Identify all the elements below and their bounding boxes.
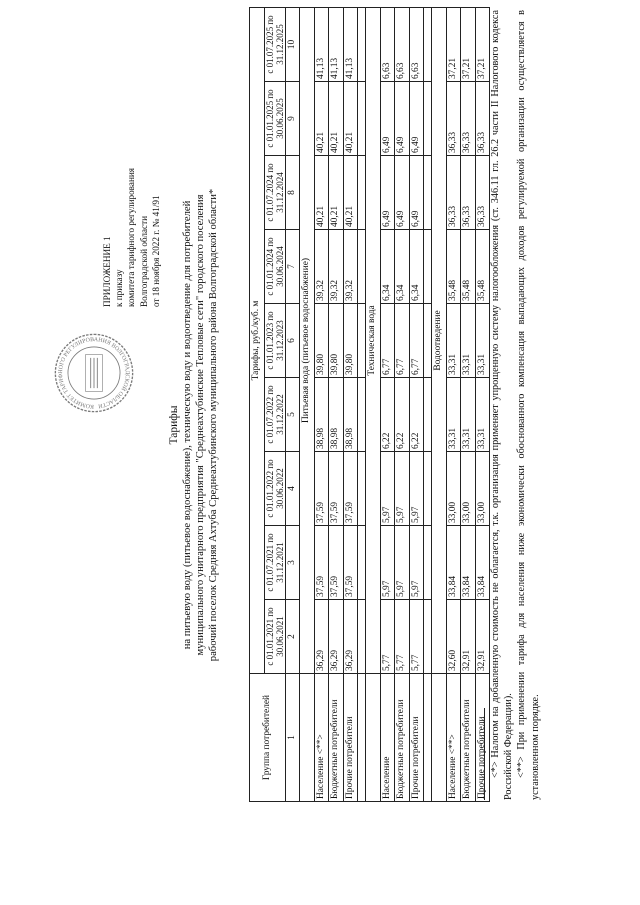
unit-header: Тарифы, руб./куб. м	[250, 8, 265, 674]
tariff-value: 38,98	[343, 378, 358, 452]
tariff-value: 36,33	[475, 156, 490, 230]
section-title: Техническая вода	[366, 8, 381, 674]
spacer-cell	[358, 452, 366, 526]
spacer-cell	[358, 156, 366, 230]
tariff-value: 5,77	[380, 600, 395, 674]
tariff-value: 40,21	[329, 156, 344, 230]
spacer-cell	[424, 304, 432, 378]
section-spacer-cell	[300, 674, 315, 802]
tariff-value: 5,97	[409, 452, 424, 526]
tariff-value: 38,98	[329, 378, 344, 452]
tariff-value: 6,22	[409, 378, 424, 452]
table-row	[446, 8, 461, 802]
column-number: 10	[285, 8, 300, 82]
spacer-cell	[424, 8, 432, 82]
tariff-value: 6,77	[395, 304, 410, 378]
column-number: 2	[285, 600, 300, 674]
appendix-block	[101, 77, 162, 307]
spacer-cell	[424, 674, 432, 802]
document-title: Тарифы	[168, 405, 180, 445]
tariff-value: 33,84	[446, 526, 461, 600]
table-row	[475, 8, 490, 802]
tariff-value: 36,33	[446, 82, 461, 156]
tariff-value: 39,32	[314, 230, 329, 304]
period-header: с 01.01.2024 по 30.06.2024	[264, 230, 285, 304]
tariff-value: 39,32	[343, 230, 358, 304]
spacer-cell	[424, 526, 432, 600]
tariff-value: 40,21	[314, 156, 329, 230]
tariff-value: 33,00	[461, 452, 476, 526]
tariff-value: 37,21	[475, 8, 490, 82]
section-row	[366, 8, 381, 802]
tariff-value: 33,31	[446, 304, 461, 378]
tariff-value: 40,21	[343, 156, 358, 230]
tariff-table	[249, 7, 490, 802]
table-row	[314, 8, 329, 802]
column-number: 8	[285, 156, 300, 230]
tariff-value: 6,34	[409, 230, 424, 304]
tariff-value: 39,80	[343, 304, 358, 378]
tariff-value: 6,77	[409, 304, 424, 378]
tariff-value: 6,49	[380, 82, 395, 156]
tariff-value: 33,84	[461, 526, 476, 600]
tariff-value: 5,97	[380, 452, 395, 526]
tariff-value: 33,31	[475, 378, 490, 452]
table-row	[395, 8, 410, 802]
appendix-line: ПРИЛОЖЕНИЕ 1	[102, 236, 112, 307]
tariff-value: 39,80	[314, 304, 329, 378]
document-heading	[168, 65, 220, 785]
document-subtitle-line: рабочий поселок Средняя Ахтуба Среднеахтубинского муниципального района Волгоградской области*	[208, 188, 219, 662]
tariff-value: 35,48	[475, 230, 490, 304]
tariff-value: 32,91	[475, 600, 490, 674]
consumer-group: Прочие потребители	[409, 674, 424, 802]
tariff-value: 40,21	[343, 82, 358, 156]
tariff-value: 41,13	[314, 8, 329, 82]
spacer-cell	[358, 304, 366, 378]
table-row	[329, 8, 344, 802]
spacer-cell	[358, 600, 366, 674]
tariff-value: 32,91	[461, 600, 476, 674]
tariff-value: 6,49	[395, 156, 410, 230]
tariff-value: 36,29	[314, 600, 329, 674]
period-header: с 01.01.2021 по 30.06.2021	[264, 600, 285, 674]
tariff-value: 6,49	[409, 156, 424, 230]
tariff-value: 39,80	[329, 304, 344, 378]
column-number: 3	[285, 526, 300, 600]
tariff-value: 5,97	[409, 526, 424, 600]
tariff-value: 6,22	[395, 378, 410, 452]
section-title: Питьевая вода (питьевое водоснабжение)	[300, 8, 315, 674]
document-subtitle-line: на питьевую воду (питьевое водоснабжение), техническую воду и водоотведение для потребителей	[182, 200, 193, 650]
tariff-value: 36,33	[446, 156, 461, 230]
consumer-group: Бюджетные потребители	[329, 674, 344, 802]
tariff-value: 5,77	[395, 600, 410, 674]
official-seal-stamp	[52, 331, 136, 415]
tariff-value: 33,31	[461, 378, 476, 452]
consumer-group: Прочие потребители	[343, 674, 358, 802]
tariff-value: 6,63	[395, 8, 410, 82]
tariff-value: 6,49	[395, 82, 410, 156]
appendix-line: комитета тарифного регулирования	[126, 167, 137, 307]
section-spacer-cell	[366, 674, 381, 802]
tariff-value: 40,21	[314, 82, 329, 156]
tariff-value: 36,33	[461, 82, 476, 156]
consumer-group: Население <**>	[446, 674, 461, 802]
period-header: с 01.07.2022 по 31.12.2022	[264, 378, 285, 452]
tariff-value: 37,59	[343, 452, 358, 526]
consumer-group: Население <**>	[314, 674, 329, 802]
consumer-group: Бюджетные потребители	[395, 674, 410, 802]
tariff-value: 33,00	[446, 452, 461, 526]
spacer-cell	[358, 378, 366, 452]
section-row	[432, 8, 447, 802]
tariff-value: 37,21	[461, 8, 476, 82]
tariff-value: 37,59	[314, 452, 329, 526]
spacer-cell	[358, 674, 366, 802]
tariff-value: 6,49	[409, 82, 424, 156]
column-number-row	[285, 8, 300, 802]
column-number: 4	[285, 452, 300, 526]
tariff-value: 5,97	[395, 526, 410, 600]
tariff-value: 37,59	[314, 526, 329, 600]
section-spacer-cell	[432, 674, 447, 802]
tariff-value: 36,29	[329, 600, 344, 674]
period-header: с 01.01.2022 по 30.06.2022	[264, 452, 285, 526]
spacer-cell	[358, 82, 366, 156]
tariff-value: 35,48	[461, 230, 476, 304]
column-number: 6	[285, 304, 300, 378]
section-title: Водоотведение	[432, 8, 447, 674]
tariff-value: 37,59	[329, 452, 344, 526]
spacer-row	[424, 8, 432, 802]
tariff-value: 5,97	[395, 452, 410, 526]
spacer-cell	[424, 156, 432, 230]
footnotes	[489, 10, 542, 800]
tariff-value: 6,49	[380, 156, 395, 230]
consumer-group: Бюджетные потребители	[461, 674, 476, 802]
tariff-value: 41,13	[329, 8, 344, 82]
table-row	[380, 8, 395, 802]
document-subtitle-line: муниципального унитарного предприятия "Среднеахтубинские Тепловые сети" городского поселения	[195, 194, 206, 656]
tariff-value: 6,34	[395, 230, 410, 304]
tariff-value: 40,21	[329, 82, 344, 156]
spacer-row	[358, 8, 366, 802]
consumer-group: Прочие потребители	[475, 674, 490, 802]
column-number: 1	[285, 674, 300, 802]
tariff-value: 5,77	[409, 600, 424, 674]
tariff-value: 36,33	[475, 82, 490, 156]
tariff-value: 5,97	[380, 526, 395, 600]
tariff-value: 41,13	[343, 8, 358, 82]
tariff-value: 6,22	[380, 378, 395, 452]
footnote-vat: <*> Налогом на добавленную стоимость не облагается, т.к. организация применяет упрощенную систему налогообложения (ст. 346.11 гл. 26.2 части II Налогового кодекса Российской Федерации).	[490, 10, 515, 800]
spacer-cell	[424, 230, 432, 304]
column-number: 7	[285, 230, 300, 304]
period-header: с 01.07.2021 по 31.12.2021	[264, 526, 285, 600]
spacer-cell	[424, 378, 432, 452]
tariff-value: 35,48	[446, 230, 461, 304]
tariff-value: 6,63	[409, 8, 424, 82]
tariff-value: 39,32	[329, 230, 344, 304]
spacer-cell	[424, 82, 432, 156]
tariff-value: 33,31	[446, 378, 461, 452]
tariff-value: 6,63	[380, 8, 395, 82]
table-row	[409, 8, 424, 802]
seal-text: КОМИТЕТ ТАРИФНОГО РЕГУЛИРОВАНИЯ ВОЛГОГРАДСКОЙ ОБЛАСТИ	[58, 337, 130, 409]
tariff-value: 6,77	[380, 304, 395, 378]
tariff-value: 6,34	[380, 230, 395, 304]
period-header: с 01.07.2025 по 31.12.2025	[264, 8, 285, 82]
table-row	[343, 8, 358, 802]
footnote-population: <**> При применении тарифа для населения ниже экономически обоснованного компенсация выпадающих доходов регулируемой организации осуществляется в установленном порядке.	[516, 10, 541, 800]
appendix-line: к приказу	[114, 269, 125, 307]
appendix-line: Волгоградской области	[138, 215, 149, 307]
tariff-value: 33,31	[461, 304, 476, 378]
tariff-value: 33,31	[475, 304, 490, 378]
spacer-cell	[424, 452, 432, 526]
section-row	[300, 8, 315, 802]
consumer-group: Население	[380, 674, 395, 802]
spacer-cell	[358, 526, 366, 600]
tariff-value: 38,98	[314, 378, 329, 452]
tariff-value: 37,59	[329, 526, 344, 600]
group-header: Группа потребителей	[250, 674, 286, 802]
tariff-value: 37,59	[343, 526, 358, 600]
footnote-separator	[484, 708, 485, 800]
table-row	[461, 8, 476, 802]
tariff-value: 33,00	[475, 452, 490, 526]
period-header: с 01.01.2025 по 30.06.2025	[264, 82, 285, 156]
appendix-line: от 18 ноября 2022 г. № 41/91	[150, 195, 161, 307]
tariff-value: 36,33	[461, 156, 476, 230]
tariff-value: 32,60	[446, 600, 461, 674]
tariff-value: 37,21	[446, 8, 461, 82]
spacer-cell	[424, 600, 432, 674]
period-header: с 01.01.2023 по 31.12.2023	[264, 304, 285, 378]
tariff-value: 36,29	[343, 600, 358, 674]
period-header: с 01.07.2024 по 31.12.2024	[264, 156, 285, 230]
column-number: 9	[285, 82, 300, 156]
column-number: 5	[285, 378, 300, 452]
spacer-cell	[358, 230, 366, 304]
tariff-value: 33,84	[475, 526, 490, 600]
spacer-cell	[358, 8, 366, 82]
